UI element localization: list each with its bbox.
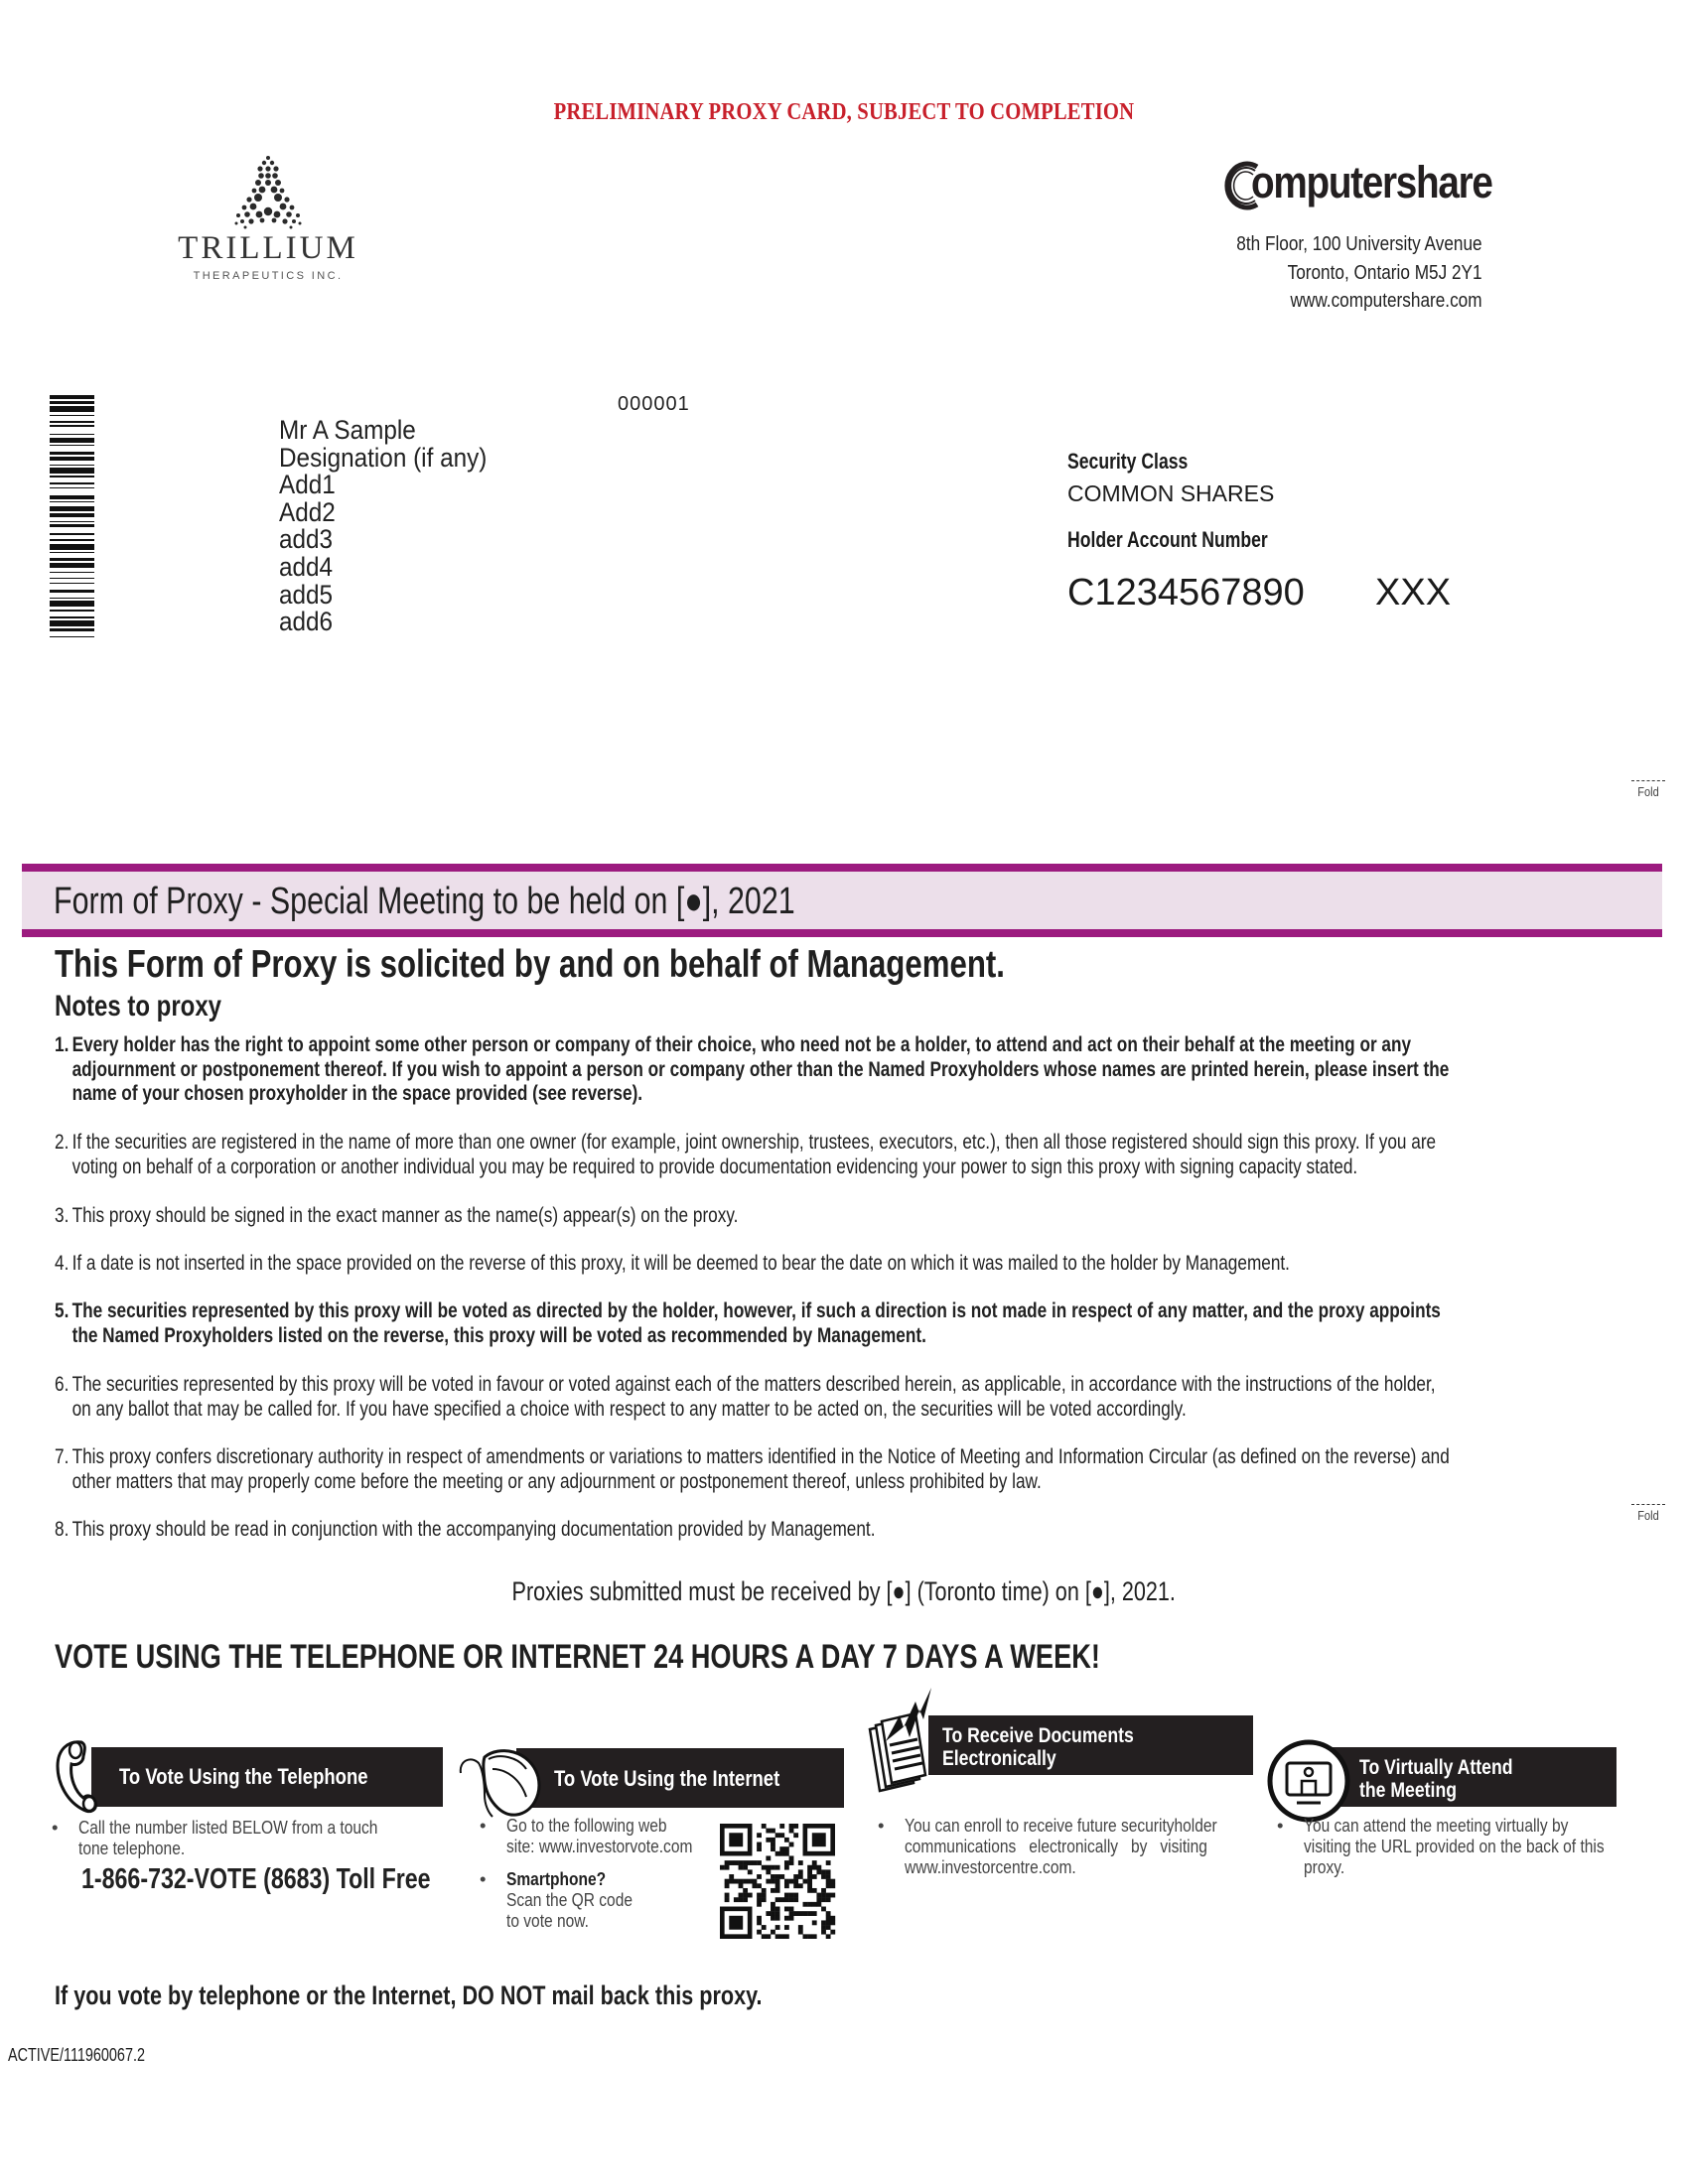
note-text-line: If a date is not inserted in the space provided on the reverse of this proxy, it will be deemed to bear the date on which it was mailed to the holder by Management. [71,1251,1290,1275]
proxy-deadline-text: Proxies submitted must be received by [●] (Toronto time) on [●], 2021. [511,1576,1177,1606]
barcode-bar [50,421,94,422]
e-delivery-bullet: • You can enroll to receive future securityholder communications electronically by visiting www.investorcentre.com. [878,1815,1277,1877]
telephone-vote-header [91,1747,443,1807]
note-item [55,1517,1631,1542]
solicitation-heading: This Form of Proxy is solicited by and on behalf of Management. [55,943,1005,986]
internet-bullet-website: • Go to the following web site: www.investorvote.com [480,1815,728,1856]
form-title: Form of Proxy - Special Meeting to be held on [●], 2021 [54,881,795,922]
vote-heading: VOTE USING THE TELEPHONE OR INTERNET 24 HOURS A DAY 7 DAYS A WEEK! [55,1638,1100,1676]
barcode-bar [50,636,94,637]
note-number: 3. [55,1203,70,1227]
fold-mark [1628,780,1668,799]
holder-account-number: C1234567890 [1067,572,1305,614]
barcode-bar [50,452,94,455]
internet-vote-header [516,1748,844,1808]
barcode-icon [50,395,94,711]
barcode-bar [50,610,94,611]
e-delivery-instructions [878,1815,1277,1877]
note-text-line: If the securities are registered in the name of more than one owner (for example, joint ownership, trustees, executors, etc.), then all those registered should sign this proxy. If you are [71,1130,1437,1154]
virtual-meeting-header [1326,1747,1617,1807]
sequence-number: 000001 [618,393,690,415]
note-item [55,1251,1631,1276]
barcode-bar [50,445,94,446]
note-text-line: This proxy confers discretionary authority in respect of amendments or variations to matters identified in the Notice of Meeting and Information Circular (as defined on the reverse) and [71,1444,1450,1468]
e-delivery-header [928,1715,1253,1775]
barcode-bar [50,598,94,599]
trillium-wordmark: TRILLIUM [178,230,358,266]
barcode-bar [50,544,94,550]
address-line: Add1 [279,470,336,500]
barcode-bar [50,601,94,607]
telephone-bullet: • Call the number listed BELOW from a touch tone telephone. [52,1817,435,1858]
virtual-meeting-instructions [1277,1815,1661,1877]
note-text-line: The securities represented by this proxy will be voted in favour or voted against each of the matters described herein, as applicable, in accordance with the instructions of the holder, [71,1372,1436,1396]
proxy-deadline [0,1576,1688,1607]
note-item [55,1203,1631,1228]
barcode-bar [50,495,94,499]
do-not-mail-notice: If you vote by telephone or the Internet, DO NOT mail back this proxy. [55,1980,763,2010]
note-text-line: The securities represented by this proxy will be voted as directed by the holder, however, if such a direction is not made in respect of any matter, and the proxy appoints [71,1298,1441,1322]
address-line: add4 [279,551,334,582]
fold-label: Fold [1637,1508,1659,1523]
document-id: ACTIVE/111960067.2 [8,2045,145,2065]
virtual-meeting-title: the Meeting [1359,1779,1458,1802]
barcode-bar [50,590,94,593]
barcode-bar [50,533,94,534]
barcode-bar [50,578,94,579]
security-class-value: COMMON SHARES [1067,480,1275,506]
note-text-line: the Named Proxyholders listed on the reverse, this proxy will be voted as recommended by Management. [71,1322,926,1347]
barcode-bar [50,457,94,461]
telephone-instructions [52,1817,435,1858]
e-delivery-title: To Receive Documents [942,1724,1134,1747]
internet-vote-title: To Vote Using the Internet [554,1766,780,1791]
barcode-bar [50,558,94,561]
barcode-bar [50,524,94,527]
barcode-bar [50,620,94,626]
documents-lightning-icon [864,1686,943,1795]
barcode-bar [50,476,94,478]
telephone-number[interactable]: 1-866-732-VOTE (8683) Toll Free [81,1863,431,1895]
fold-mark [1628,1504,1668,1523]
note-item [55,1444,1631,1493]
note-number: 8. [55,1517,70,1541]
barcode-bar [50,465,94,466]
barcode-bar [50,487,94,488]
agent-address [1196,230,1482,316]
qr-code-icon[interactable] [719,1824,836,1939]
barcode-bar [50,434,94,435]
note-number: 2. [55,1130,70,1154]
note-number: 7. [55,1444,70,1468]
e-delivery-title: Electronically [942,1747,1056,1770]
telephone-vote-title: To Vote Using the Telephone [119,1764,368,1789]
telephone-handset-icon [52,1736,107,1816]
address-line: Add2 [279,496,336,527]
qr-code-graphic [719,1824,836,1939]
address-line: add6 [279,607,334,637]
barcode-bar [50,415,94,416]
address-line: Designation (if any) [279,442,488,473]
agent-address-line: www.computershare.com [1290,290,1482,312]
address-line: add5 [279,579,334,610]
barcode-bar [50,572,94,573]
barcode-bar [50,395,94,399]
preliminary-banner [0,99,1688,126]
note-item [55,1032,1631,1106]
barcode-bar [50,539,94,540]
computershare-wordmark: omputershare [1251,157,1492,207]
note-item [55,1298,1631,1347]
note-item [55,1372,1631,1421]
note-number: 4. [55,1251,70,1275]
computershare-logo [1219,157,1492,212]
fold-label: Fold [1637,784,1659,799]
barcode-bar [50,438,94,442]
trillium-subtitle: THERAPEUTICS INC. [193,270,344,282]
barcode-bar [50,552,94,553]
virtual-meeting-bullet: • You can attend the meeting virtually by visiting the URL provided on the back of this proxy. [1277,1815,1661,1877]
security-class-label: Security Class [1067,449,1189,474]
note-number: 1. [55,1032,70,1056]
barcode-bar [50,406,94,412]
fold-dashed-line [1631,1504,1665,1505]
internet-bullet-smartphone: • Smartphone? Scan the QR code to vote now. [480,1868,728,1931]
note-text-line: on any ballot that may be called for. If you have specified a choice with respect to any matter to be acted on, the securities will be voted accordingly. [71,1396,1187,1421]
barcode-bar [50,425,94,428]
note-text-line: Every holder has the right to appoint some other person or company of their choice, who need not be a holder, to attend and act on their behalf at the meeting or any [71,1032,1412,1056]
trillium-logo [159,149,377,288]
barcode-bar [50,506,94,512]
note-number: 5. [55,1298,70,1322]
barcode-bar [50,628,94,631]
mailing-address [279,417,510,636]
note-item [55,1130,1631,1178]
barcode-bar [50,513,94,517]
note-text-line: voting on behalf of a corporation or another individual you may be required to provide documentation evidencing your power to sign this proxy with signing capacity stated. [71,1154,1358,1178]
note-text-line: other matters that may properly come before the meeting or any adjournment or postponement thereof, unless prohibited by law. [71,1468,1042,1493]
holder-account-suffix: XXX [1375,572,1452,614]
note-text-line: adjournment or postponement thereof. If you wish to appoint a person or company other than the Named Proxyholders whose names are printed herein, please insert the [71,1056,1450,1081]
internet-instructions [480,1815,728,1931]
form-title-band [22,864,1662,937]
barcode-bar [50,401,94,404]
barcode-bar [50,616,94,619]
barcode-bar [50,521,94,522]
holder-account-label: Holder Account Number [1067,527,1268,552]
preliminary-banner-text: PRELIMINARY PROXY CARD, SUBJECT TO COMPLETION [553,99,1135,125]
fold-dashed-line [1631,780,1665,781]
virtual-meeting-title: To Virtually Attend [1359,1756,1513,1779]
barcode-bar [50,563,94,569]
note-text-line: This proxy should be read in conjunction with the accompanying documentation provided by Management. [71,1517,876,1541]
address-line: Mr A Sample [279,415,416,445]
trillium-dots-icon [159,154,377,233]
note-text-line: This proxy should be signed in the exact manner as the name(s) appear(s) on the proxy. [71,1203,739,1227]
computer-mouse-icon [455,1743,544,1819]
barcode-bar [50,583,94,584]
note-number: 6. [55,1372,70,1396]
barcode-bar [50,501,94,502]
notes-heading: Notes to proxy [55,990,222,1023]
agent-address-line: 8th Floor, 100 University Avenue [1236,233,1482,255]
virtual-meeting-monitor-icon [1267,1739,1350,1823]
note-text-line: name of your chosen proxyholder in the space provided (see reverse). [71,1081,643,1105]
address-line: add3 [279,524,334,555]
agent-address-line: Toronto, Ontario M5J 2Y1 [1288,261,1482,284]
barcode-bar [50,468,94,474]
barcode-bar [50,482,94,483]
